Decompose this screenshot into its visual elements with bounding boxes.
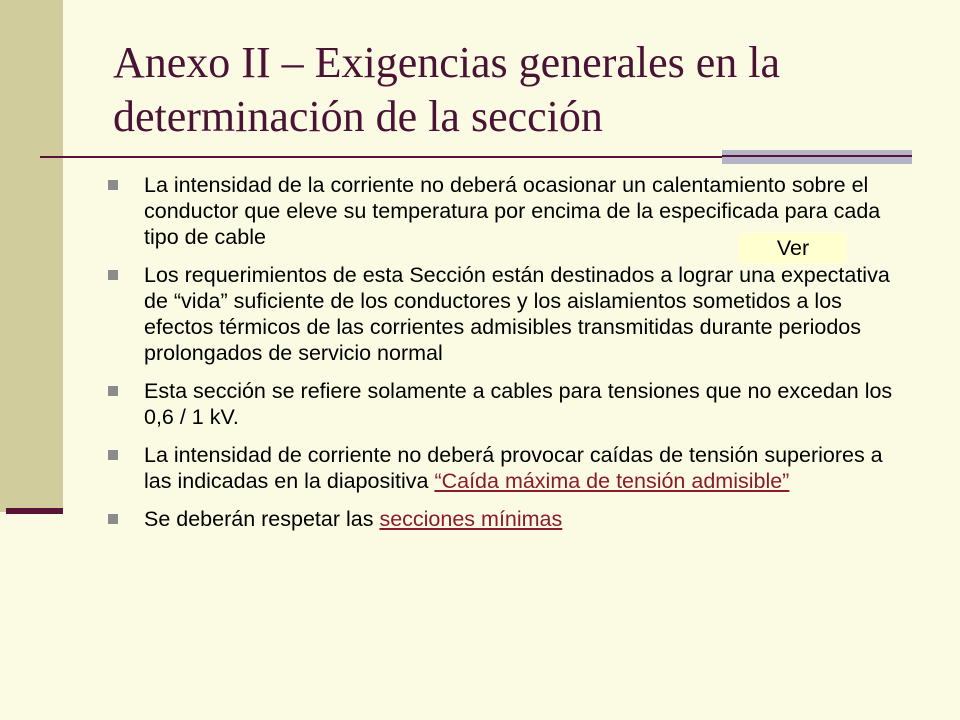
title-divider-block	[722, 150, 912, 164]
bullet-item	[108, 262, 898, 366]
caida-tension-link[interactable]: “Caída máxima de tensión admisible”	[434, 469, 790, 493]
slide-title: Anexo II – Exigencias generales en la determinación de la sección	[113, 38, 781, 141]
square-bullet-icon	[108, 180, 118, 190]
bullet-list	[108, 172, 898, 544]
secciones-minimas-link[interactable]: secciones mínimas	[379, 507, 563, 531]
bullet-text: Los requerimientos de esta Sección están destinados a lograr una expectativa de “vida” suficiente de los conductores y los aislamientos sometidos a los efectos térmicos de las corrientes admisibles transmitidas durante periodos prolongados de servicio normal	[144, 263, 890, 365]
square-bullet-icon	[108, 514, 118, 524]
ver-button[interactable]: Ver	[739, 233, 847, 263]
square-bullet-icon	[108, 450, 118, 460]
square-bullet-icon	[108, 386, 118, 396]
bullet-text: La intensidad de corriente no deberá provocar caídas de tensión superiores a las indicadas en la diapositiva	[144, 443, 883, 493]
bullet-item	[108, 506, 898, 532]
bullet-text: Se deberán respetar las	[144, 507, 380, 531]
square-bullet-icon	[108, 270, 118, 280]
side-accent-tick	[6, 508, 63, 514]
bullet-text: La intensidad de la corriente no deberá ocasionar un calentamiento sobre el conductor que eleve su temperatura por encima de la especificada para cada tipo de cable	[144, 173, 881, 249]
bullet-text: Esta sección se refiere solamente a cables para tensiones que no excedan los 0,6 / 1 kV.	[144, 379, 893, 429]
side-accent-bar	[0, 0, 63, 512]
bullet-item	[108, 442, 898, 494]
bullet-item	[108, 378, 898, 430]
